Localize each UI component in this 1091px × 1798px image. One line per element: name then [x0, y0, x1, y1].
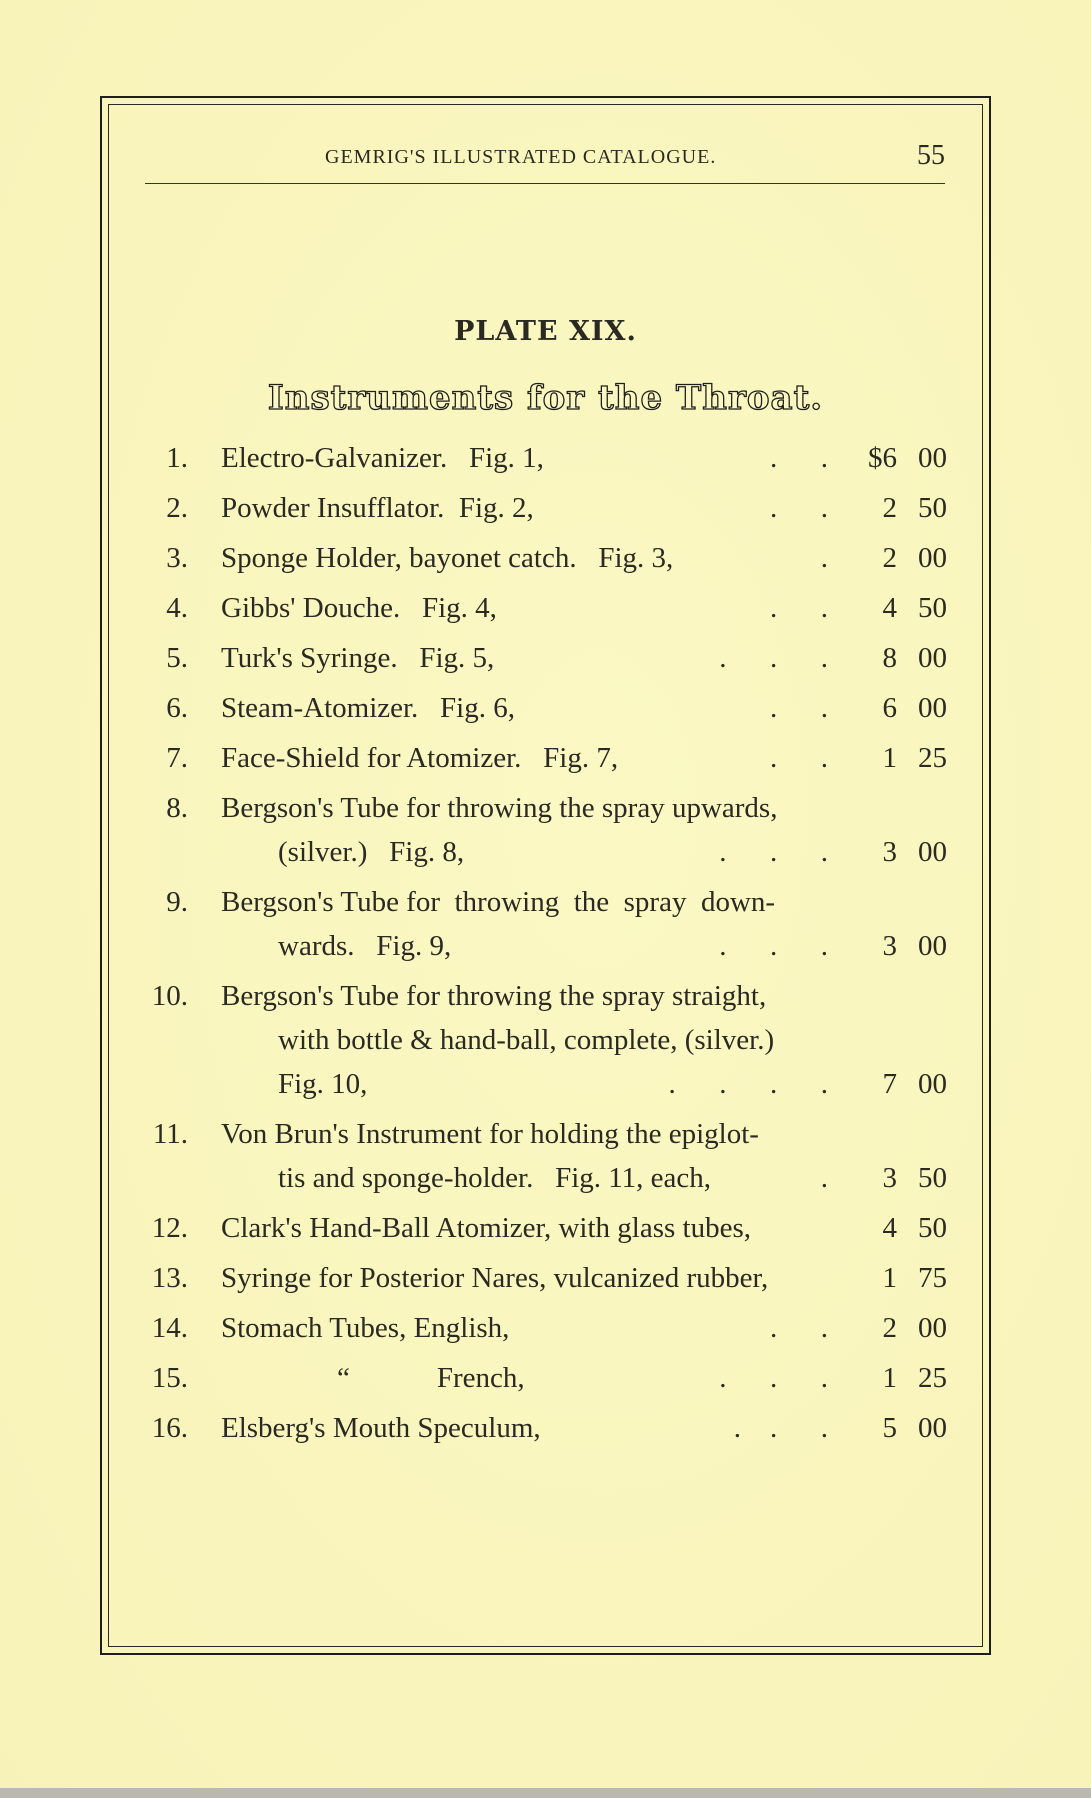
catalogue-entry-line: [0, 880, 1091, 924]
catalogue-entry-line: [0, 1112, 1091, 1156]
item-number: 4.: [166, 592, 188, 624]
price-cents: 25: [918, 742, 947, 774]
catalogue-entry-line: [0, 1062, 1091, 1106]
item-number: 8.: [166, 792, 188, 824]
item-description: “ French,: [221, 1362, 525, 1394]
price-dollars: $6: [868, 442, 897, 474]
dot-leaders: .: [820, 542, 828, 574]
item-description: Elsberg's Mouth Speculum,: [221, 1412, 541, 1444]
item-description: Syringe for Posterior Nares, vulcanized rubber,: [221, 1262, 769, 1294]
item-number: 12.: [151, 1212, 188, 1244]
dot-leaders: . . .: [719, 642, 828, 674]
catalogue-entry-line: [0, 486, 1091, 530]
price-cents: 00: [918, 542, 947, 574]
item-number: 11.: [152, 1118, 188, 1150]
price-cents: 00: [918, 1068, 947, 1100]
catalogue-entry-line: [0, 924, 1091, 968]
price-dollars: 3: [882, 1162, 897, 1194]
price-cents: 00: [918, 642, 947, 674]
catalogue-entry-line: [0, 1018, 1091, 1062]
price-cents: 00: [918, 692, 947, 724]
catalogue-entry-line: [0, 1206, 1091, 1250]
dot-leaders: . .: [770, 742, 828, 774]
item-number: 7.: [166, 742, 188, 774]
price-dollars: 3: [882, 836, 897, 868]
price-cents: 00: [918, 442, 947, 474]
price-cents: 75: [918, 1262, 947, 1294]
price-dollars: 1: [882, 742, 897, 774]
price-cents: 00: [918, 1312, 947, 1344]
catalogue-entry-line: [0, 586, 1091, 630]
item-description: wards. Fig. 9,: [278, 930, 452, 962]
item-description: tis and sponge-holder. Fig. 11, each,: [278, 1162, 712, 1194]
plate-title: PLATE XIX.: [454, 316, 637, 347]
item-number: 6.: [166, 692, 188, 724]
dot-leaders: . .: [770, 1312, 828, 1344]
price-dollars: 2: [882, 492, 897, 524]
item-number: 2.: [166, 492, 188, 524]
price-cents: 00: [918, 1412, 947, 1444]
catalogue-entry-line: [0, 436, 1091, 480]
dot-leaders: . .: [770, 592, 828, 624]
item-number: 10.: [151, 980, 188, 1012]
dot-leaders: . . .: [719, 930, 828, 962]
catalogue-entry-line: [0, 786, 1091, 830]
catalogue-entry-line: [0, 736, 1091, 780]
price-dollars: 2: [882, 1312, 897, 1344]
price-dollars: 8: [882, 642, 897, 674]
price-cents: 00: [918, 836, 947, 868]
item-description: Stomach Tubes, English,: [221, 1312, 510, 1344]
catalogue-entry-line: [0, 1256, 1091, 1300]
dot-leaders: . . .: [719, 1362, 828, 1394]
catalogue-entry-line: [0, 536, 1091, 580]
item-number: 16.: [151, 1412, 188, 1444]
page-number: 55: [917, 140, 945, 171]
item-number: 15.: [151, 1362, 188, 1394]
catalogue-entry-line: [0, 1356, 1091, 1400]
item-description: Bergson's Tube for throwing the spray straight,: [221, 980, 767, 1012]
item-number: 9.: [166, 886, 188, 918]
item-description: (silver.) Fig. 8,: [278, 836, 465, 868]
dot-leaders: . . .: [719, 836, 828, 868]
item-description: Steam-Atomizer. Fig. 6,: [221, 692, 515, 724]
price-dollars: 2: [882, 542, 897, 574]
item-description: Bergson's Tube for throwing the spray upwards,: [221, 792, 778, 824]
section-title: Instruments for the Throat.: [267, 378, 824, 418]
dot-leaders: . . .: [733, 1412, 828, 1444]
price-dollars: 4: [882, 1212, 897, 1244]
item-number: 14.: [151, 1312, 188, 1344]
price-dollars: 1: [882, 1362, 897, 1394]
item-description: Sponge Holder, bayonet catch. Fig. 3,: [221, 542, 674, 574]
price-cents: 25: [918, 1362, 947, 1394]
price-dollars: 6: [882, 692, 897, 724]
item-description: Face-Shield for Atomizer. Fig. 7,: [221, 742, 619, 774]
dot-leaders: . .: [770, 692, 828, 724]
price-cents: 00: [918, 930, 947, 962]
item-description: Electro-Galvanizer. Fig. 1,: [221, 442, 544, 474]
catalogue-entry-line: [0, 636, 1091, 680]
dot-leaders: . .: [770, 442, 828, 474]
item-description: Powder Insufflator. Fig. 2,: [221, 492, 534, 524]
item-number: 13.: [151, 1262, 188, 1294]
running-title: GEMRIG'S ILLUSTRATED CATALOGUE.: [325, 146, 717, 168]
item-number: 1.: [166, 442, 188, 474]
price-cents: 50: [918, 592, 947, 624]
dot-leaders: . . . .: [668, 1068, 828, 1100]
price-dollars: 4: [882, 592, 897, 624]
item-description: Bergson's Tube for throwing the spray down-: [221, 886, 776, 918]
scan-edge: [0, 1788, 1091, 1798]
price-cents: 50: [918, 1212, 947, 1244]
price-dollars: 1: [882, 1262, 897, 1294]
item-description: Fig. 10,: [278, 1068, 368, 1100]
item-description: Clark's Hand-Ball Atomizer, with glass tubes,: [221, 1212, 752, 1244]
item-number: 5.: [166, 642, 188, 674]
item-description: with bottle & hand-ball, complete, (silver.): [278, 1024, 775, 1056]
dot-leaders: . .: [770, 492, 828, 524]
dot-leaders: .: [820, 1162, 828, 1194]
catalogue-entry-line: [0, 830, 1091, 874]
item-description: Turk's Syringe. Fig. 5,: [221, 642, 495, 674]
item-description: Gibbs' Douche. Fig. 4,: [221, 592, 497, 624]
catalogue-entry-line: [0, 1156, 1091, 1200]
catalogue-entry-line: [0, 974, 1091, 1018]
price-cents: 50: [918, 492, 947, 524]
price-dollars: 7: [882, 1068, 897, 1100]
catalogue-entry-line: [0, 1406, 1091, 1450]
price-dollars: 3: [882, 930, 897, 962]
price-dollars: 5: [882, 1412, 897, 1444]
catalogue-entry-line: [0, 1306, 1091, 1350]
item-description: Von Brun's Instrument for holding the epiglot-: [221, 1118, 759, 1150]
item-number: 3.: [166, 542, 188, 574]
catalogue-entry-line: [0, 686, 1091, 730]
price-cents: 50: [918, 1162, 947, 1194]
